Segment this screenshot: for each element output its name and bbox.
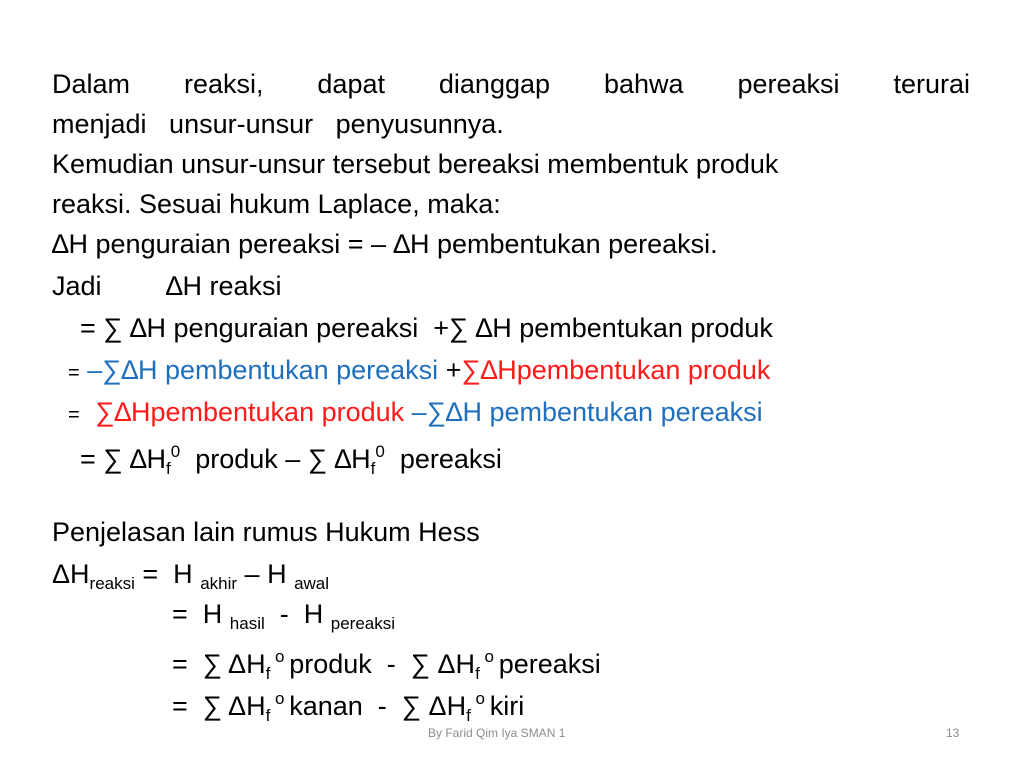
superscript: 0 — [375, 442, 385, 461]
subscript: f — [166, 459, 171, 478]
eq3-red-term: ∑∆Hpembentukan produk — [95, 397, 405, 427]
subscript: hasil — [229, 614, 265, 633]
subscript: reaksi — [89, 574, 135, 593]
superscript: o — [270, 689, 290, 708]
subscript: f — [265, 664, 271, 683]
jadi-eq1: = ∑ ∆H penguraian pereaksi +∑ ∆H pembentukan produk — [80, 313, 773, 343]
superscript: o — [270, 647, 290, 666]
eq2-blue-term: –∑∆H pembentukan pereaksi — [87, 355, 439, 385]
jadi-term: ∆H reaksi — [166, 271, 282, 301]
word: Dalam — [52, 69, 131, 99]
kanan-minus: kanan - ∑ ΔH — [289, 691, 467, 721]
eq3-blue-term: –∑∆H pembentukan pereaksi — [411, 397, 763, 427]
minus-h: - H — [264, 599, 331, 629]
hess-heading: Penjelasan lain rumus Hukum Hess — [52, 517, 480, 547]
superscript: o — [470, 689, 490, 708]
word: terurai — [893, 69, 970, 99]
para1-line5: ∆H penguraian pereaksi = – ∆H pembentukan pereaksi. — [52, 229, 718, 259]
superscript: 0 — [170, 442, 181, 461]
para1-line4: reaksi. Sesuai hukum Laplace, maka: — [52, 189, 501, 219]
word: dapat — [317, 69, 385, 99]
para1-line2: menjadi unsur-unsur penyusunnya. — [52, 109, 504, 139]
plus-sign: + — [445, 355, 462, 385]
hess-row4 — [172, 683, 524, 732]
para1-line3: Kemudian unsur-unsur tersebut bereaksi membentuk produk — [52, 149, 779, 179]
subscript: f — [265, 706, 271, 725]
equals-sign: = — [68, 362, 80, 384]
equals-sign: = — [68, 404, 80, 426]
minus-h: – H — [237, 559, 295, 589]
page-number: 13 — [946, 726, 960, 740]
hess-row2 — [172, 598, 395, 640]
pereaksi-word: pereaksi — [498, 649, 601, 679]
para1-line1 — [52, 68, 970, 100]
subscript: f — [466, 706, 471, 725]
eq4-part-c: pereaksi — [384, 444, 502, 474]
sum-delta-h: = ∑ ΔH — [172, 649, 266, 679]
superscript: o — [479, 647, 499, 666]
hess-row1 — [52, 558, 329, 600]
eq4-part-a: = ∑ ∆H — [80, 444, 167, 474]
word: reaksi, — [183, 69, 264, 99]
equals-h: = H — [134, 559, 201, 589]
sum-delta-h: = ∑ ΔH — [172, 691, 266, 721]
eq4-part-b: produk – ∑ ∆H — [180, 444, 371, 474]
eq2-red-term: ∑∆Hpembentukan produk — [461, 355, 771, 385]
word: bahwa — [603, 69, 684, 99]
footer-credit: By Farid Qim Iya SMAN 1 — [428, 726, 566, 740]
subscript: awal — [294, 574, 330, 593]
jadi-eq4 — [80, 436, 502, 485]
kiri-word: kiri — [489, 691, 525, 721]
jadi-eq2 — [68, 354, 770, 389]
produk-minus: produk - ∑ ΔH — [289, 649, 476, 679]
jadi-eq3 — [68, 396, 763, 431]
subscript: f — [475, 664, 480, 683]
jadi-label: Jadi — [52, 271, 102, 301]
delta-h: ΔH — [52, 559, 90, 589]
equals-h: = H — [172, 599, 230, 629]
word: pereaksi — [737, 69, 840, 99]
word: dianggap — [438, 69, 551, 99]
subscript: akhir — [200, 574, 238, 593]
subscript: f — [370, 459, 376, 478]
subscript: pereaksi — [330, 614, 396, 633]
